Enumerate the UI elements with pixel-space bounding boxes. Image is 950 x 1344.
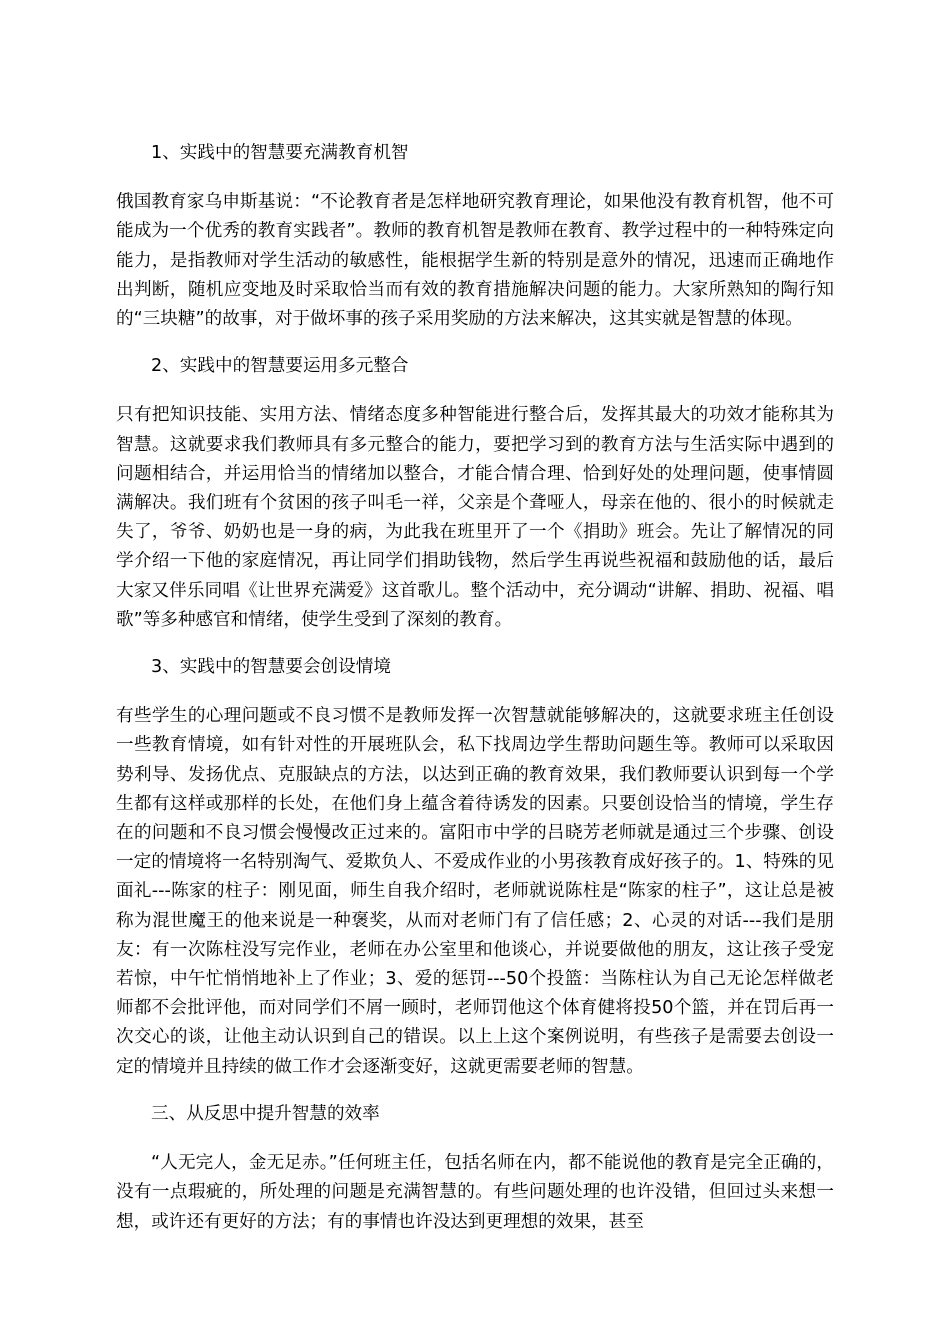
section-paragraph-2: 只有把知识技能、实用方法、情绪态度多种智能进行整合后，发挥其最大的功效才能称其为智慧。这就要求我们教师具有多元整合的能力，要把学习到的教育方法与生活实际中遇到的问题相结合，并运用恰当的情绪加以整合，才能合情合理、恰到好处的处理问题，使事情圆满解决。我们班有个贫困的孩子叫毛一祥，父亲是个聋哑人，母亲在他的、很小的时候就走失了，爷爷、奶奶也是一身的病，为此我在班里开了一个《捐助》班会。先让了解情况的同学介绍一下他的家庭情况，再让同学们捐助钱物，然后学生再说些祝福和鼓励他的话，最后大家又伴乐同唱《让世界充满爱》这首歌儿。整个活动中，充分调动“讲解、捐助、祝福、唱歌”等多种感官和情绪，使学生受到了深刻的教育。	[116, 405, 834, 630]
section-paragraph-1: 俄国教育家乌申斯基说：“不论教育者是怎样地研究教育理论，如果他没有教育机智，他不可能成为一个优秀的教育实践者”。教师的教育机智是教师在教育、教学过程中的一种特殊定向能力，是指教师对学生活动的敏感性，能根据学生新的特别是意外的情况，迅速而正确地作出判断，随机应变地及时采取恰当而有效的教育措施解决问题的能力。大家所熟知的陶行知的“三块糖”的故事，对于做坏事的孩子采用奖励的方法来解决，这其实就是智慧的体现。	[116, 192, 834, 330]
section-heading-3: 3、实践中的智慧要会创设情境	[151, 657, 391, 678]
section-heading-2: 2、实践中的智慧要运用多元整合	[151, 356, 409, 377]
section-heading-4: 三、从反思中提升智慧的效率	[151, 1103, 380, 1124]
section-paragraph-4: “人无完人，金无足赤。”任何班主任，包括名师在内，都不能说他的教育是完全正确的，没有一点瑕疵的，所处理的问题是充满智慧的。有些问题处理的也许没错，但回过头来想一想，或许还有更好的方法；有的事情也许没达到更理想的效果，甚至	[116, 1153, 834, 1232]
section-paragraph-3: 有些学生的心理问题或不良习惯不是教师发挥一次智慧就能够解决的，这就要求班主任创设一些教育情境，如有针对性的开展班队会，私下找周边学生帮助问题生等。教师可以采取因势利导、发扬优点、克服缺点的方法，以达到正确的教育效果，我们教师要认识到每一个学生都有这样或那样的长处，在他们身上蕴含着待诱发的因素。只要创设恰当的情境，学生存在的问题和不良习惯会慢慢改正过来的。富阳市中学的吕晓芳老师就是通过三个步骤、创设一定的情境将一名特别淘气、爱欺负人、不爱成作业的小男孩教育成好孩子的。1、特殊的见面礼---陈家的柱子：刚见面，师生自我介绍时，老师就说陈柱是“陈家的柱子”，这让总是被称为混世魔王的他来说是一种褒奖，从而对老师门有了信任感；2、心灵的对话---我们是朋友：有一次陈柱没写完作业，老师在办公室里和他谈心，并说要做他的朋友，这让孩子受宠若惊，中午忙悄悄地补上了作业；3、爱的惩罚---50个投篮：当陈柱认为自己无论怎样做老师都不会批评他，而对同学们不屑一顾时，老师罚他这个体育健将投50个篮，并在罚后再一次交心的谈，让他主动认识到自己的错误。以上上这个案例说明，有些孩子是需要去创设一定的情境并且持续的做工作才会逐渐变好，这就更需要老师的智慧。	[116, 706, 834, 1077]
section-heading-1: 1、实践中的智慧要充满教育机智	[151, 143, 409, 163]
document-body	[116, 139, 834, 1237]
